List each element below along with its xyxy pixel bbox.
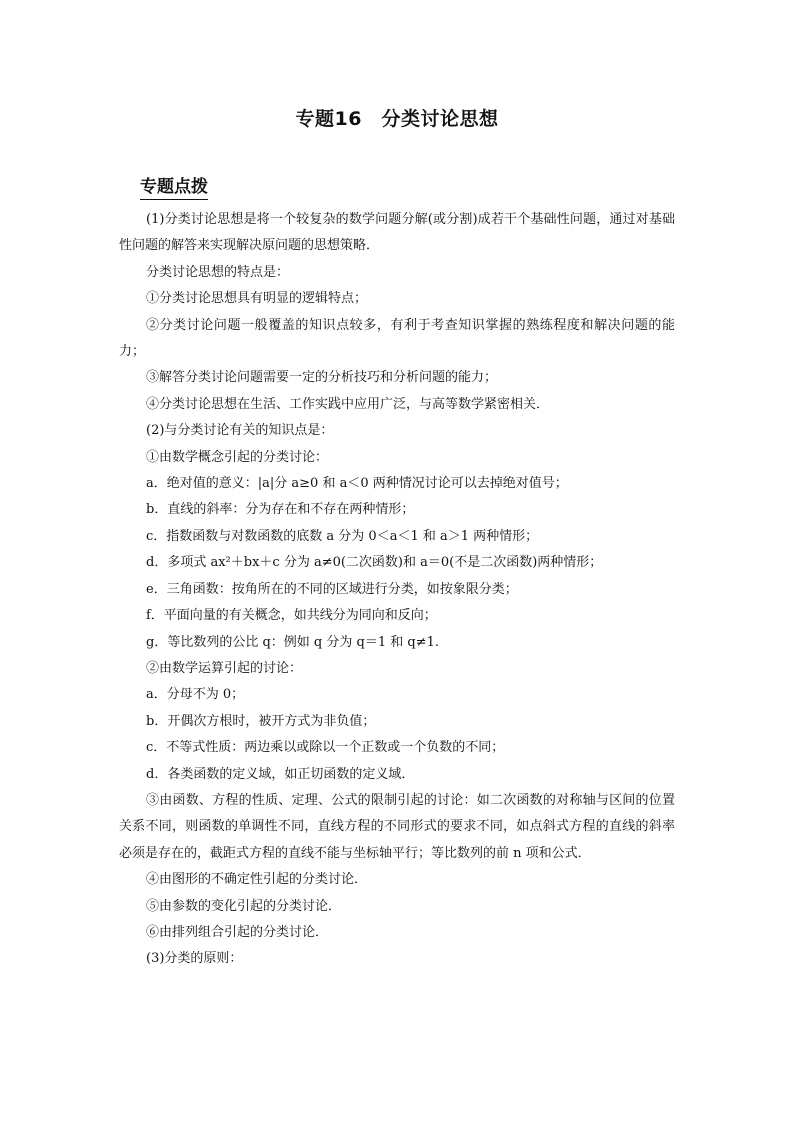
list-item: g．等比数列的公比 q：例如 q 分为 q＝1 和 q≠1. (146, 634, 439, 650)
list-item: e．三角函数：按角所在的不同的区域进行分类，如按象限分类； (146, 581, 518, 597)
list-item: ⑥由排列组合引起的分类讨论． (146, 924, 329, 940)
list-item: ③解答分类讨论问题需要一定的分析技巧和分析问题的能力； (146, 370, 498, 386)
list-item: d．各类函数的定义域，如正切函数的定义域． (146, 766, 415, 782)
list-item: ①分类讨论思想具有明显的逻辑特点； (146, 291, 368, 307)
list-item: d．多项式 ax²＋bx＋c 分为 a≠0(二次函数)和 a＝0(不是二次函数)两种情形； (146, 555, 603, 571)
list-item: ③由函数、方程的性质、定理、公式的限制引起的讨论：如二次函数的对称轴与区间的位置关系不同，则函数的单调性不同，直线方程的不同形式的要求不同，如点斜式方程的直线的斜率必须是存在的，截距式方程的直线不能与坐标轴平行；等比数列的前 n 项和公式． (119, 792, 675, 861)
page-title: 专题16 分类讨论思想 (295, 108, 499, 130)
list-item: ⑤由参数的变化引起的分类讨论． (146, 898, 342, 914)
list-item: ②分类讨论问题一般覆盖的知识点较多，有利于考查知识掌握的熟练程度和解决问题的能力； (119, 317, 675, 360)
paragraph: (1)分类讨论思想是将一个较复杂的数学问题分解(或分割)成若干个基础性问题，通过对基础性问题的解答来实现解决原问题的思想策略． (119, 212, 675, 254)
list-item: ①由数学概念引起的分类讨论： (146, 449, 329, 465)
paragraph: 分类讨论思想的特点是： (146, 264, 290, 280)
list-item: ④由图形的不确定性引起的分类讨论． (146, 872, 368, 888)
list-item: ②由数学运算引起的讨论： (146, 660, 303, 676)
section-heading: 专题点拨 (140, 176, 208, 200)
list-item: f．平面向量的有关概念，如共线分为同向和反向； (146, 608, 437, 624)
list-item: b．直线的斜率：分为存在和不存在两种情形； (146, 502, 415, 518)
list-item: ④分类讨论思想在生活、工作实践中应用广泛，与高等数学紧密相关． (146, 396, 550, 412)
list-item: b．开偶次方根时，被开方式为非负值； (146, 713, 376, 729)
paragraph: (3)分类的原则： (146, 951, 243, 967)
list-item: c．不等式性质：两边乘以或除以一个正数或一个负数的不同； (146, 740, 505, 756)
list-item: c．指数函数与对数函数的底数 a 分为 0＜a＜1 和 a＞1 两种情形； (146, 528, 539, 544)
list-item: a．绝对值的意义：|a|分 a≥0 和 a＜0 两种情况讨论可以去掉绝对值号； (146, 476, 568, 492)
document-body (119, 207, 675, 973)
list-item: a．分母不为 0； (146, 687, 245, 703)
paragraph: (2)与分类讨论有关的知识点是： (146, 423, 334, 439)
